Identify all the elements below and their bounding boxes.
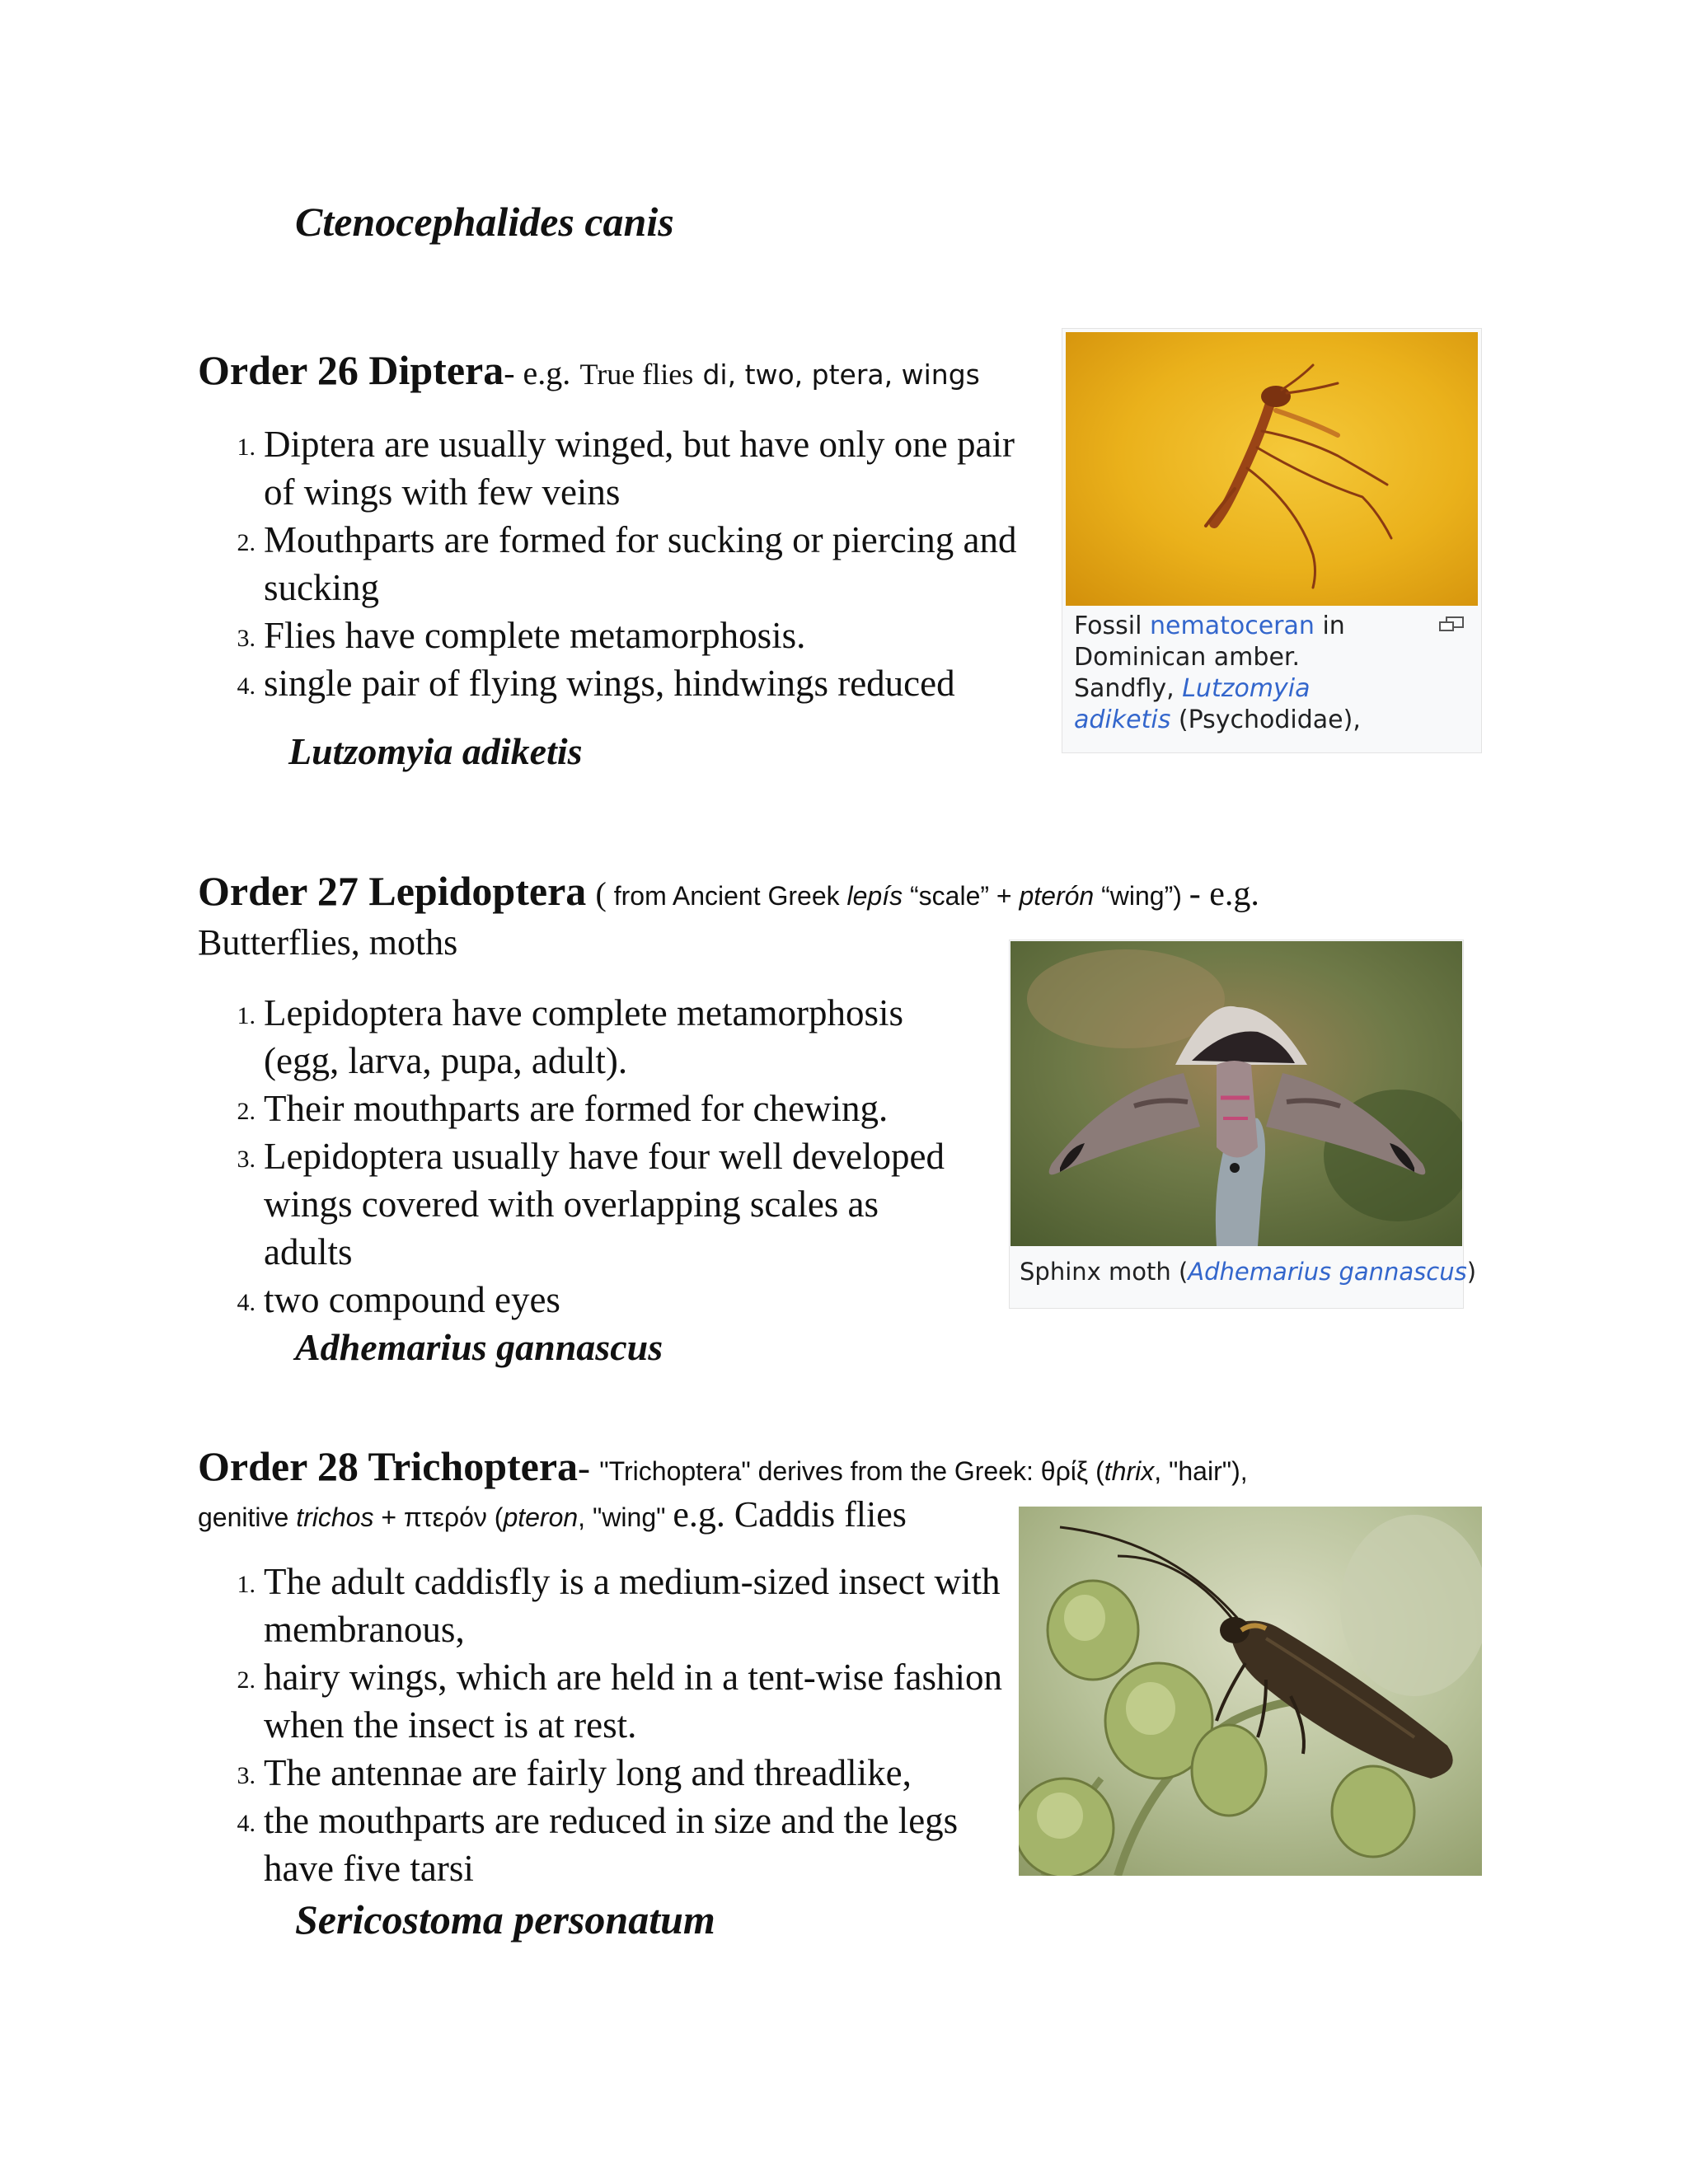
lepidoptera-traits-list bbox=[165, 989, 973, 1324]
diptera-heading bbox=[198, 346, 980, 394]
enlarge-icon[interactable] bbox=[1438, 616, 1466, 634]
diptera-etymology: di, two, ptera, wings bbox=[702, 359, 980, 391]
diptera-figure bbox=[1062, 328, 1482, 753]
lepidoptera-order-title: Order 27 Lepidoptera bbox=[198, 868, 587, 914]
caddisfly-image bbox=[1019, 1507, 1482, 1876]
caption-link-adhemarius[interactable]: Adhemarius gannascus bbox=[1188, 1258, 1467, 1286]
diptera-caption: Fossil nematoceran in Dominican amber. Sandfly, Lutzomyia adiketis (Psychodidae), bbox=[1074, 612, 1361, 734]
list-item: 4 . the mouthparts are reduced in size and the legs have five tarsi bbox=[165, 1797, 1006, 1892]
list-item: 1 . Diptera are usually winged, but have only one pair of wings with few veins bbox=[165, 420, 1022, 516]
list-item: 4 . two compound eyes bbox=[165, 1276, 973, 1324]
trichoptera-order-title: Order 28 Trichoptera bbox=[198, 1443, 579, 1489]
diptera-example: True flies bbox=[579, 358, 694, 391]
caption-link-lutzomyia[interactable]: Lutzomyia bbox=[1182, 674, 1311, 703]
amber-fossil-image bbox=[1066, 332, 1478, 606]
lepidoptera-caption: Sphinx moth (Adhemarius gannascus) bbox=[1020, 1258, 1477, 1286]
list-item: 3 . Lepidoptera usually have four well developed wings covered with overlapping scales as adults bbox=[165, 1132, 973, 1276]
diptera-order-title: Order 26 Diptera bbox=[198, 347, 504, 393]
sphinx-moth-image bbox=[1010, 941, 1462, 1246]
diptera-traits-list bbox=[165, 420, 1022, 707]
lepidoptera-species: Adhemarius gannascus bbox=[295, 1326, 663, 1368]
list-item: 2 . Mouthparts are formed for sucking or piercing and sucking bbox=[165, 516, 1022, 612]
list-item: 1 . The adult caddisfly is a medium-sized insect with membranous, bbox=[165, 1558, 1006, 1653]
trichoptera-species: Sericostoma personatum bbox=[295, 1896, 715, 1943]
list-item: 2 . Their mouthparts are formed for chewing. bbox=[165, 1085, 973, 1132]
lepidoptera-heading: Order 27 Lepidoptera ( from Ancient Greek lepís “scale” + pterón “wing”) - e.g. bbox=[198, 868, 1259, 914]
lepidoptera-example: Butterflies, moths bbox=[198, 922, 458, 963]
caption-link-nematoceran[interactable]: nematoceran bbox=[1150, 612, 1315, 640]
trichoptera-traits-list bbox=[165, 1558, 1006, 1892]
list-item: 1 . Lepidoptera have complete metamorphosis (egg, larva, pupa, adult). bbox=[165, 989, 973, 1085]
lepidoptera-figure bbox=[1009, 940, 1477, 1309]
diptera-species: Lutzomyia adiketis bbox=[288, 730, 583, 772]
caption-link-adiketis[interactable]: adiketis bbox=[1074, 705, 1171, 734]
trichoptera-heading: Order 28 Trichoptera- "Trichoptera" derives from the Greek: θρίξ (thrix, "hair"), bbox=[198, 1443, 1248, 1489]
list-item: 3 . Flies have complete metamorphosis. bbox=[165, 612, 1022, 659]
trichoptera-etymology-line2: genitive trichos + πτερόν (pteron, "wing" e.g. Caddis flies bbox=[198, 1494, 907, 1535]
list-item: 2 . hairy wings, which are held in a tent-wise fashion when the insect is at rest. bbox=[165, 1653, 1006, 1749]
list-item: 4 . single pair of flying wings, hindwings reduced bbox=[165, 659, 1022, 707]
intro-species: Ctenocephalides canis bbox=[295, 199, 674, 245]
list-item: 3 . The antennae are fairly long and threadlike, bbox=[165, 1749, 1006, 1797]
diptera-dash: - e.g. bbox=[504, 354, 571, 391]
